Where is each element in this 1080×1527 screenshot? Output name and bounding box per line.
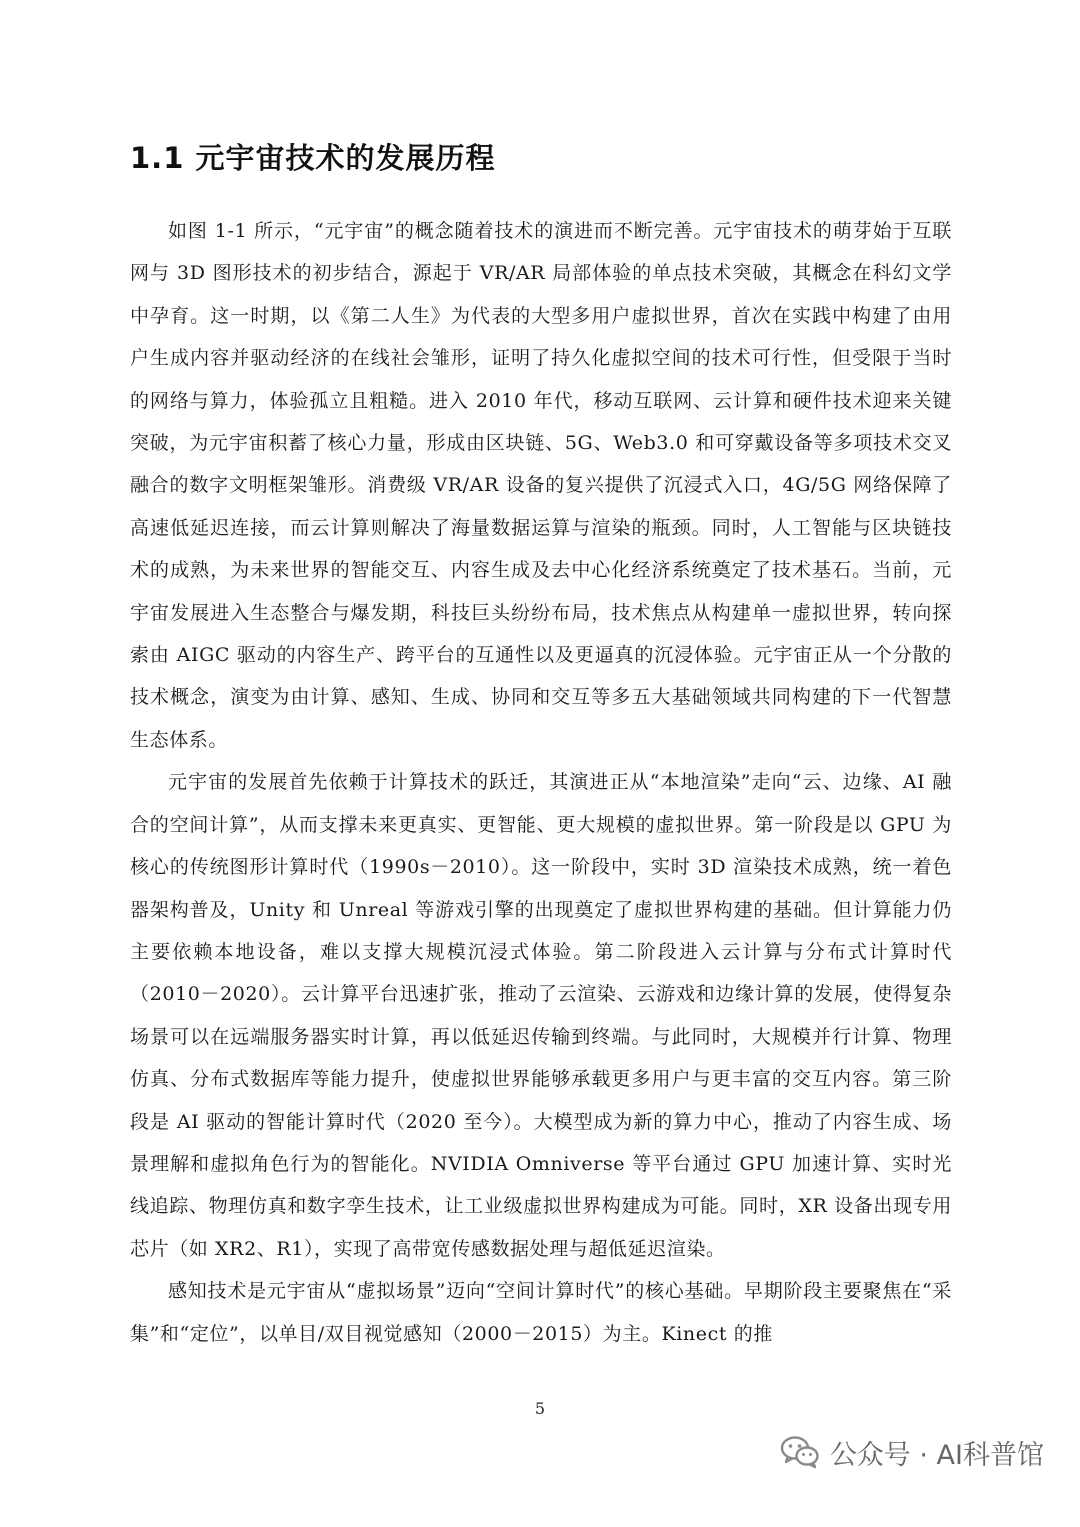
paragraph-computing-evolution: 元宇宙的发展首先依赖于计算技术的跃迁，其演进正从“本地渲染”走向“云、边缘、AI 融合的空间计算”，从而支撑未来更真实、更智能、更大规模的虚拟世界。第一阶段是以 GPU 为核心的传统图形计算时代（1990s－2010）。这一阶段中，实时 3D 渲染技术成熟，统一着色器架构普及，Unity 和 Unreal 等游戏引擎的出现奠定了虚拟世界构建的基础。但计算能力仍主要依赖本地设备，难以支撑大规模沉浸式体验。第二阶段进入云计算与分布式计算时代（2010－2020）。云计算平台迅速扩张，推动了云渲染、云游戏和边缘计算的发展，使得复杂场景可以在远端服务器实时计算，再以低延迟传输到终端。与此同时，大规模并行计算、物理仿真、分布式数据库等能力提升，使虚拟世界能够承载更多用户与更丰富的交互内容。第三阶段是 AI 驱动的智能计算时代（2020 至今）。大模型成为新的算力中心，推动了内容生成、场景理解和虚拟角色行为的智能化。NVIDIA Omniverse 等平台通过 GPU 加速计算、实时光线追踪、物理仿真和数字孪生技术，让工业级虚拟世界构建成为可能。同时，XR 设备出现专用芯片（如 XR2、R1），实现了高带宽传感数据处理与超低延迟渲染。 <box>130 771 952 1260</box>
section-title: 1.1 元宇宙技术的发展历程 <box>130 141 496 175</box>
paragraph-perception-technology: 感知技术是元宇宙从“虚拟场景”迈向“空间计算时代”的核心基础。早期阶段主要聚焦在“采集”和“定位”，以单目/双目视觉感知（2000－2015）为主。Kinect 的推 <box>130 1280 952 1345</box>
watermark-text: 公众号 · AI科普馆 <box>829 1439 1044 1471</box>
page-number: 5 <box>534 1399 546 1418</box>
body-text <box>130 210 952 1355</box>
wechat-icon <box>780 1435 820 1469</box>
paragraph-history-overview: 如图 1-1 所示，“元宇宙”的概念随着技术的演进而不断完善。元宇宙技术的萌芽始于互联网与 3D 图形技术的初步结合，源起于 VR/AR 局部体验的单点技术突破，其概念在科幻文学中孕育。这一时期，以《第二人生》为代表的大型多用户虚拟世界，首次在实践中构建了由用户生成内容并驱动经济的在线社会雏形，证明了持久化虚拟空间的技术可行性，但受限于当时的网络与算力，体验孤立且粗糙。进入 2010 年代，移动互联网、云计算和硬件技术迎来关键突破，为元宇宙积蓄了核心力量，形成由区块链、5G、Web3.0 和可穿戴设备等多项技术交叉融合的数字文明框架雏形。消费级 VR/AR 设备的复兴提供了沉浸式入口，4G/5G 网络保障了高速低延迟连接，而云计算则解决了海量数据运算与渲染的瓶颈。同时，人工智能与区块链技术的成熟，为未来世界的智能交互、内容生成及去中心化经济系统奠定了技术基石。当前，元宇宙发展进入生态整合与爆发期，科技巨头纷纷布局，技术焦点从构建单一虚拟世界，转向探索由 AIGC 驱动的内容生产、跨平台的互通性以及更逼真的沉浸体验。元宇宙正从一个分散的技术概念，演变为由计算、感知、生成、协同和交互等多五大基础领域共同构建的下一代智慧生态体系。 <box>130 220 952 751</box>
wechat-watermark <box>780 1430 1044 1474</box>
